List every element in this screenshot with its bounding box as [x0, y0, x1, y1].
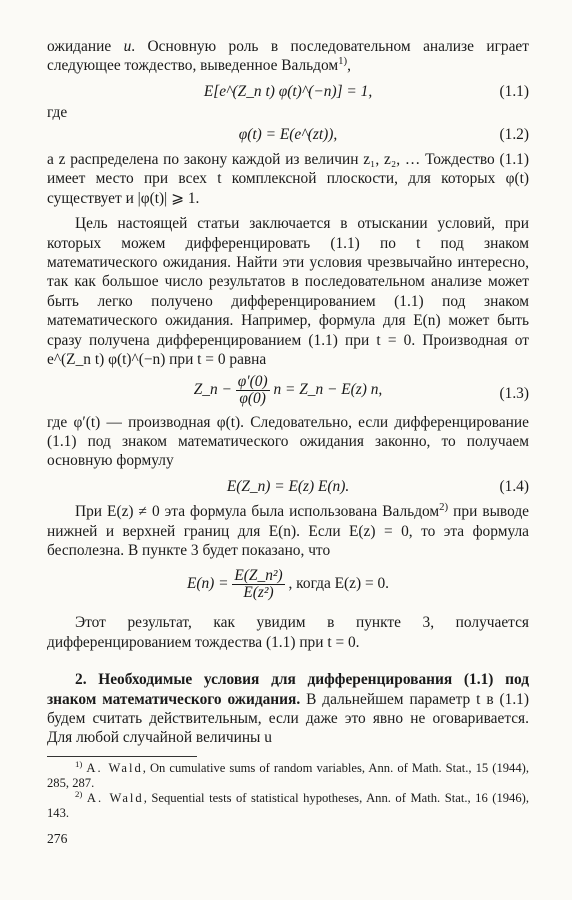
fraction-denominator: E(z²): [243, 584, 274, 602]
section-heading: 2. Необходимые условия для дифференцирования (1.1) под знаком математического ожидания.: [47, 671, 529, 708]
footnote-ref-2[interactable]: 2): [439, 501, 449, 513]
equation-number: (1.4): [499, 477, 529, 495]
equation-e-n: [47, 568, 529, 601]
text-run: ,: [347, 57, 351, 75]
equation-text: Z_n −: [193, 380, 232, 398]
fraction-denominator: φ(0): [239, 389, 266, 407]
footnote-author: A. Wald: [86, 760, 143, 775]
paragraph-4: где φ′(t) — производная φ(t). Следовательно, если дифференцирование (1.1) под знаком математического ожидания законно, то получаем основную формулу: [47, 413, 529, 470]
where-label: где: [47, 104, 68, 122]
equation-number: (1.2): [499, 125, 529, 143]
equation-1-2: [47, 125, 529, 144]
equation-number: (1.1): [499, 82, 529, 100]
footnote-mark: 2): [75, 788, 83, 799]
paragraph-3: Цель настоящей статьи заключается в отыскании условий, при которых можем дифференцировать (1.1) по t под знаком математического ожидания. Найти эти условия чрезвычайно интересно, так как большое число результатов в последовательном анализе может быть легко получено дифференцированием (1.1) под знаком математического ожидания. Например, формула для E(n) может быть сразу получена дифференцированием (1.1) при t = 0. Производная от e^(Z_n t) φ(t)^(−n) при t = 0 равна: [47, 215, 529, 369]
paragraph-6: Этот результат, как увидим в пункте 3, получается дифференцированием тождества (1.1) при t = 0.: [47, 614, 529, 651]
footnote-2: [47, 788, 529, 821]
text-run: ожидание: [47, 38, 124, 55]
equation-1-1: [47, 82, 529, 101]
fraction-numerator: φ′(0): [237, 372, 268, 390]
paragraph-5: [47, 502, 529, 560]
footnote-divider: [47, 756, 197, 757]
footnote-mark: 1): [75, 758, 83, 769]
fraction: [232, 568, 284, 601]
equation-1-3: [47, 374, 529, 407]
equation-text: φ(t) = E(e^(zt)),: [238, 125, 338, 143]
footnote-1: [47, 758, 529, 791]
text-run: При E(z) ≠ 0 эта формула была использована Вальдом: [75, 503, 440, 521]
equation-text: E(n) =: [186, 575, 229, 593]
section-2: [47, 670, 529, 748]
paragraph-1: [47, 37, 529, 76]
math-var: u: [123, 38, 132, 55]
footnote-text: , On cumulative sums of random variables, Ann. of Math. Stat., 15 (1944), 285, 287.: [47, 760, 529, 790]
page-number: 276: [47, 830, 68, 846]
text-run: при выводе нижней и верхней границ для E(n). Если E(z) = 0, то эта формула бесполезна. В пункте 3 будет показано, что: [47, 503, 529, 559]
equation-text: E(Z_n) = E(z) E(n).: [226, 477, 350, 495]
footnote-text: , Sequential tests of statistical hypotheses, Ann. of Math. Stat., 16 (1946), 143.: [47, 790, 529, 820]
equation-text: , когда E(z) = 0.: [288, 575, 390, 593]
text-run: . Основную роль в последовательном анализе играет следующее тождество, выведенное Вальдом: [47, 38, 529, 75]
equation-text: E[e^(Z_n t) φ(t)^(−n)] = 1,: [203, 82, 373, 100]
footnote-ref-1[interactable]: 1): [338, 55, 348, 68]
fraction: [236, 374, 270, 407]
footnote-author: A. Wald: [86, 790, 144, 805]
equation-number: (1.3): [499, 384, 529, 402]
fraction-numerator: E(Z_n²): [234, 567, 283, 585]
text-run: В дальнейшем параметр t в (1.1) будем считать действительным, если даже это явно не оговаривается. Для любой случайной величины u: [47, 690, 529, 747]
page-body: [47, 37, 529, 848]
equation-1-4: [47, 477, 529, 496]
paragraph-2: а z распределена по закону каждой из величин z₁, z₂, … Тождество (1.1) имеет место при всех t комплексной плоскости, для которых φ(t) существует и |φ(t)| ⩾ 1.: [47, 151, 529, 207]
equation-text: n = Z_n − E(z) n,: [273, 380, 383, 398]
